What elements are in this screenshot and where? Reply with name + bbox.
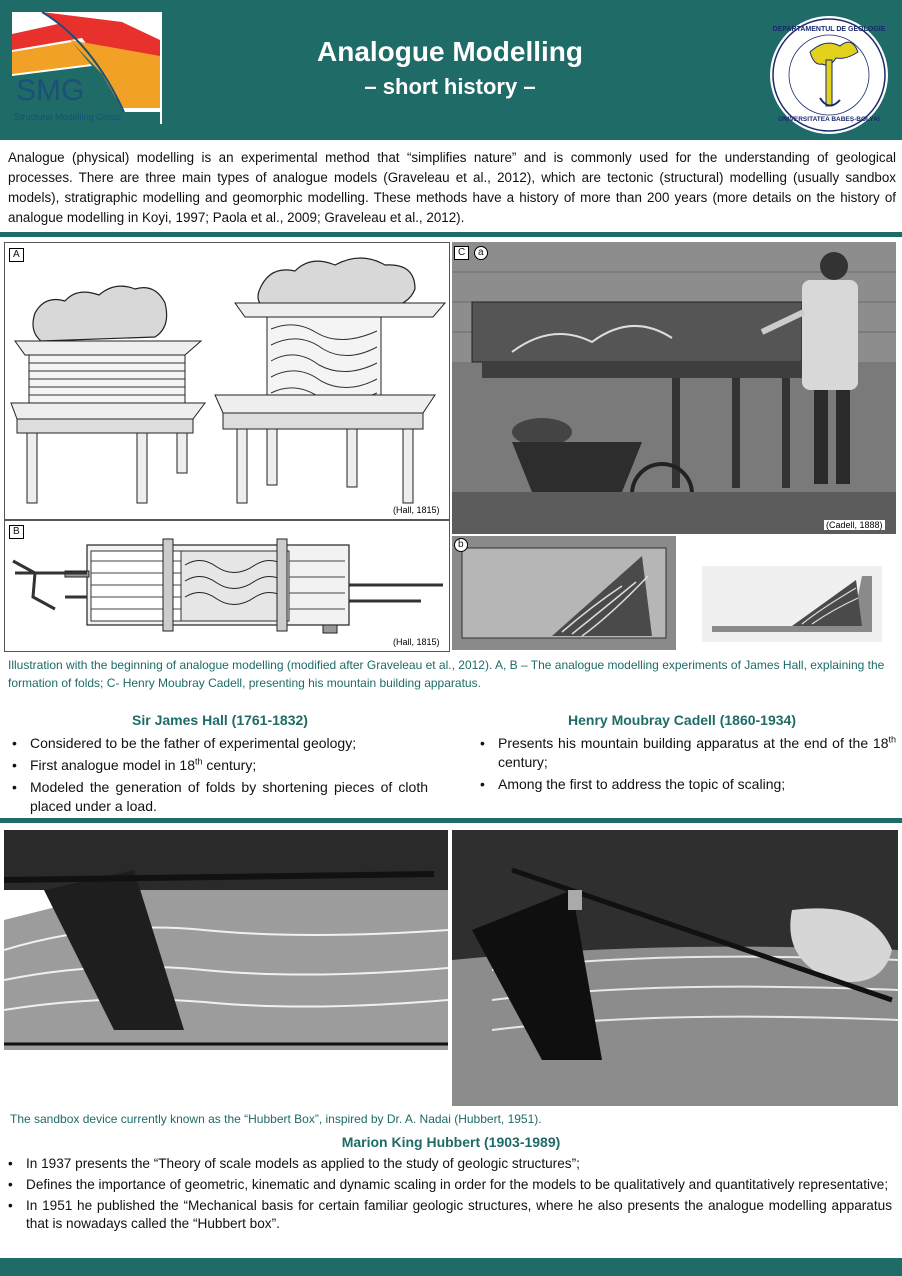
hall-bullet-list [8,734,428,819]
hubbert-bullet-2: Defines the importance of geometric, kinematic and dynamic scaling in order for the models to be qualitatively and quantitatively representative; [26,1177,889,1192]
figure-credit-c: (Cadell, 1888) [826,520,883,530]
list-item [8,778,428,816]
hall-bullet-2-sup: th [195,756,203,767]
section-divider [0,232,902,237]
smg-logo-subtext: Structural Modelling Group [14,112,122,122]
figure-credit-b: (Hall, 1815) [393,637,440,647]
hall-bullet-3: Modeled the generation of folds by shortening pieces of cloth placed under a load. [30,779,428,814]
cadell-apparatus-photo-b [452,536,896,650]
page-footer-bar [0,1258,902,1276]
hall-bullet-2-tail: century; [202,757,257,773]
smg-logo [12,12,162,124]
list-item [476,734,896,772]
figure2-caption: The sandbox device currently known as the “Hubbert Box”, inspired by Dr. A. Nadai (Hubbert, 1951). [10,1112,542,1126]
department-logo-top-text: DEPARTAMENTUL DE GEOLOGIE [772,26,886,33]
page-title: Analogue Modelling [317,36,583,67]
cadell-bullet-1: Presents his mountain building apparatus at the end of the 18 [498,735,889,751]
page-header [0,0,902,140]
hall-bullet-2: First analogue model in 18 [30,757,195,773]
intro-paragraph: Analogue (physical) modelling is an experimental method that “simplifies nature” and is commonly used for the understanding of geological processes. There are three main types of analogue models (Graveleau et al., 2012), which are tectonic (structural) modelling (usually sandbox models), stratigraphic modelling and geomorphic modelling. These methods have a history of more than 200 years (more details on the history of analogue modelling in Koyi, 1997; Paola et al., 2009; Graveleau et al., 2012). [8,150,896,225]
cadell-bullet-1-tail: century; [498,754,548,770]
figure-label-c-a: a [474,246,488,260]
hall-experiment-figure-a [4,242,450,520]
cadell-bullet-list [476,734,896,797]
list-item [8,734,428,753]
cadell-bullet-1-sup: th [888,734,896,745]
figure-label-b: B [9,525,24,539]
hubbert-box-photo-left [4,830,448,1106]
hubbert-heading: Marion King Hubbert (1903-1989) [341,1134,561,1150]
hall-bullet-1: Considered to be the father of experimental geology; [30,735,357,751]
cadell-bullet-2: Among the first to address the topic of scaling; [498,776,786,792]
department-logo-bottom-text: UNIVERSITATEA BABEȘ-BOLYAI [778,116,880,123]
hubbert-bullet-3: In 1951 he published the “Mechanical basis for certain familiar geologic structures, where he also presents the analogue modelling apparatus that is nowadays called the “Hubbert box”. [26,1198,892,1231]
page-subtitle: – short history – [364,74,536,99]
smg-logo-text: SMG [16,74,85,107]
cadell-apparatus-photo-a [452,242,896,534]
figure-credit-a: (Hall, 1815) [393,505,440,515]
list-item [8,756,428,775]
section-divider [0,818,902,823]
hall-heading: Sir James Hall (1761-1832) [132,712,308,728]
figure-label-c-b: b [454,538,468,552]
figure1-caption: Illustration with the beginning of analogue modelling (modified after Graveleau et al., 2012). A, B – The analogue modelling experiments of James Hall, explaining the formation of folds; C- Henry Moubray Cadell, presenting his mountain building apparatus. [8,658,885,690]
hall-experiment-figure-b [4,520,450,652]
hubbert-bullet-1: In 1937 presents the “Theory of scale models as applied to the study of geologic structures”; [26,1156,580,1171]
hubbert-box-photo-right [452,830,898,1106]
hubbert-bullet-list [4,1155,892,1236]
list-item [4,1155,892,1173]
list-item [4,1176,892,1194]
department-logo [770,16,888,134]
list-item [476,775,896,794]
figure-label-a: A [9,248,24,262]
cadell-heading: Henry Moubray Cadell (1860-1934) [568,712,796,728]
list-item [4,1197,892,1233]
figure-label-c: C [454,246,469,260]
